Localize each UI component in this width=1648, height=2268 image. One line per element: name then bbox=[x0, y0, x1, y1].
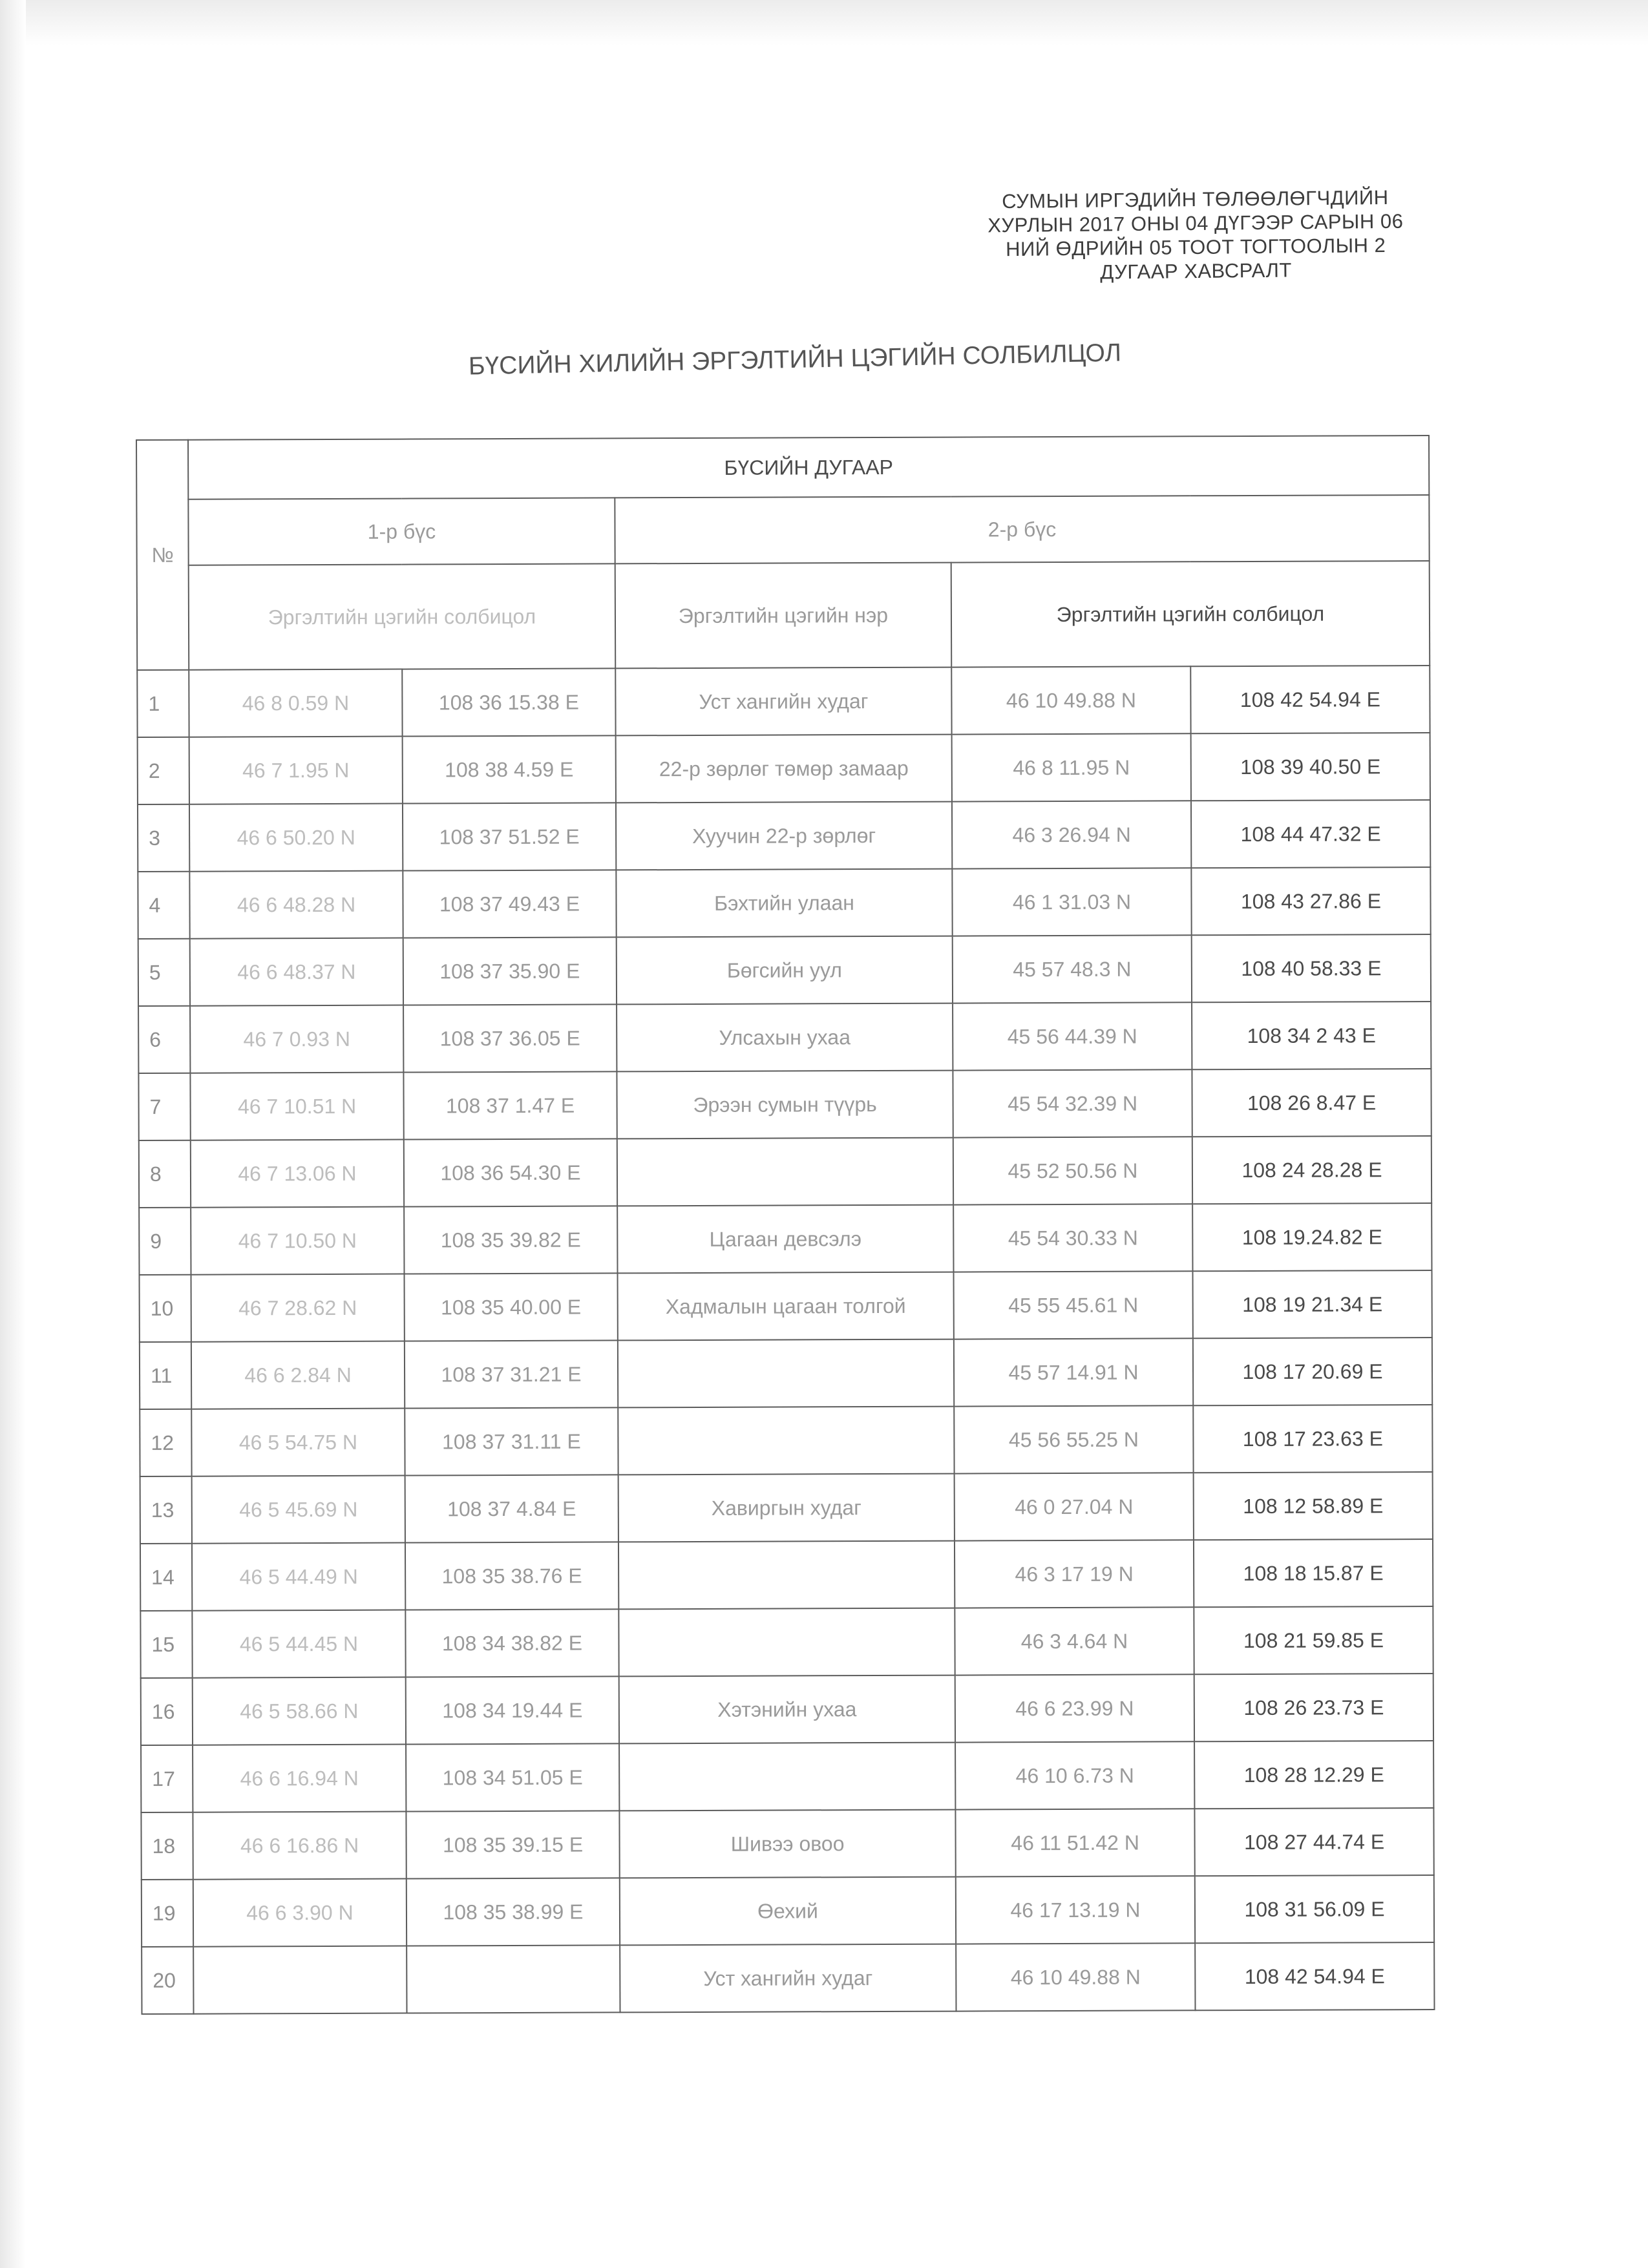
cell-number: 4 bbox=[138, 872, 189, 939]
cell-point-name: Хавиргын худаг bbox=[618, 1474, 955, 1542]
cell-point-name: Цагаан девсэлэ bbox=[617, 1205, 953, 1274]
cell-zone1-lat: 46 5 45.69 N bbox=[192, 1476, 405, 1544]
table-row bbox=[140, 1270, 1432, 1342]
cell-zone1-lon: 108 37 31.11 E bbox=[405, 1407, 618, 1475]
cell-zone2-lon: 108 26 23.73 E bbox=[1194, 1674, 1433, 1741]
cell-zone2-lon: 108 44 47.32 E bbox=[1191, 800, 1430, 868]
cell-zone1-lon: 108 34 51.05 E bbox=[406, 1743, 619, 1811]
cell-zone2-lat: 46 17 13.19 N bbox=[956, 1876, 1195, 1944]
cell-number: 16 bbox=[141, 1678, 193, 1745]
cell-point-name: Уст хангийн худаг bbox=[620, 1944, 956, 2013]
cell-number: 2 bbox=[138, 737, 189, 804]
cell-zone2-lon: 108 43 27.86 E bbox=[1191, 867, 1430, 935]
cell-zone2-lat: 45 54 30.33 N bbox=[953, 1204, 1192, 1272]
table-row bbox=[141, 1808, 1433, 1880]
cell-number: 15 bbox=[140, 1611, 192, 1678]
header-zone-2: 2-р бүс bbox=[615, 495, 1429, 563]
cell-zone2-lon: 108 19.24.82 E bbox=[1192, 1203, 1431, 1271]
cell-zone2-lon: 108 28 12.29 E bbox=[1194, 1741, 1433, 1809]
cell-zone2-lon: 108 40 58.33 E bbox=[1192, 934, 1431, 1002]
cell-zone2-lat: 46 6 23.99 N bbox=[955, 1674, 1194, 1742]
cell-number: 19 bbox=[142, 1880, 193, 1947]
table-row bbox=[141, 1674, 1433, 1745]
cell-number: 14 bbox=[140, 1544, 192, 1611]
table-row bbox=[142, 1875, 1434, 1947]
scan-shadow-top bbox=[0, 0, 1648, 45]
cell-zone1-lat: 46 5 58.66 N bbox=[193, 1677, 406, 1745]
heading-line: НИЙ ӨДРИЙН 05 ТООТ ТОГТООЛЫН 2 bbox=[1005, 233, 1386, 261]
cell-zone1-lon: 108 35 39.15 E bbox=[406, 1811, 619, 1878]
cell-zone1-lat bbox=[193, 1946, 407, 2014]
table-row bbox=[140, 1405, 1432, 1476]
cell-number: 10 bbox=[140, 1275, 191, 1342]
cell-zone2-lon: 108 17 23.63 E bbox=[1193, 1405, 1432, 1473]
cell-number: 9 bbox=[139, 1208, 191, 1275]
cell-number: 6 bbox=[138, 1006, 190, 1073]
cell-zone2-lat: 46 8 11.95 N bbox=[952, 733, 1191, 801]
cell-zone2-lon: 108 24 28.28 E bbox=[1192, 1136, 1431, 1204]
cell-zone2-lon: 108 12 58.89 E bbox=[1194, 1472, 1433, 1540]
table-row bbox=[142, 1942, 1434, 2014]
cell-zone2-lat: 46 3 26.94 N bbox=[952, 801, 1191, 868]
heading-line: ХУРЛЫН 2017 ОНЫ 04 ДҮГЭЭР САРЫН 06 bbox=[988, 209, 1404, 237]
heading-line: СУМЫН ИРГЭДИЙН ТӨЛӨӨЛӨГЧДИЙН bbox=[1002, 185, 1389, 213]
cell-number: 7 bbox=[138, 1073, 190, 1140]
header-zone-1: 1-р бүс bbox=[188, 498, 615, 565]
header-zone1-coordinates: Эргэлтийн цэгийн солбицол bbox=[189, 563, 616, 669]
cell-zone1-lon: 108 37 49.43 E bbox=[403, 870, 616, 938]
table-row bbox=[137, 666, 1430, 737]
cell-point-name: Улсахын ухаа bbox=[617, 1003, 953, 1072]
cell-zone2-lon: 108 27 44.74 E bbox=[1194, 1808, 1433, 1876]
cell-zone1-lon: 108 35 40.00 E bbox=[405, 1273, 618, 1341]
cell-zone1-lat: 46 5 44.49 N bbox=[192, 1543, 405, 1611]
cell-zone2-lon: 108 39 40.50 E bbox=[1191, 733, 1430, 801]
cell-zone2-lat: 45 56 55.25 N bbox=[954, 1405, 1193, 1473]
cell-zone1-lat: 46 7 10.50 N bbox=[191, 1207, 404, 1275]
table-row bbox=[140, 1606, 1433, 1678]
cell-zone2-lon: 108 21 59.85 E bbox=[1194, 1606, 1433, 1674]
table-row bbox=[138, 934, 1431, 1006]
cell-zone2-lon: 108 34 2 43 E bbox=[1192, 1002, 1431, 1069]
cell-point-name: Хадмалын цагаан толгой bbox=[618, 1272, 954, 1341]
cell-number: 12 bbox=[140, 1409, 191, 1476]
cell-number: 1 bbox=[137, 670, 189, 737]
cell-zone1-lat: 46 7 0.93 N bbox=[190, 1005, 403, 1073]
cell-zone2-lon: 108 31 56.09 E bbox=[1195, 1875, 1434, 1943]
cell-zone1-lat: 46 6 2.84 N bbox=[191, 1341, 405, 1409]
cell-zone1-lat: 46 6 48.28 N bbox=[189, 871, 403, 939]
cell-number: 20 bbox=[142, 1947, 193, 2014]
cell-zone2-lon: 108 26 8.47 E bbox=[1192, 1069, 1431, 1137]
cell-number: 17 bbox=[141, 1745, 193, 1812]
table-body bbox=[137, 666, 1434, 2014]
cell-zone1-lon: 108 34 19.44 E bbox=[406, 1676, 619, 1744]
cell-point-name bbox=[618, 1407, 954, 1475]
table-row bbox=[139, 1203, 1431, 1275]
table-row bbox=[140, 1539, 1433, 1611]
cell-point-name: 22-р зөрлөг төмөр замаар bbox=[616, 735, 952, 803]
cell-zone1-lat: 46 7 13.06 N bbox=[191, 1140, 404, 1208]
cell-zone1-lat: 46 6 16.94 N bbox=[193, 1745, 406, 1812]
cell-zone2-lat: 46 0 27.04 N bbox=[955, 1473, 1194, 1540]
cell-zone2-lon: 108 42 54.94 E bbox=[1190, 666, 1430, 733]
cell-zone2-lat: 46 10 49.88 N bbox=[951, 666, 1190, 734]
cell-zone1-lat: 46 5 44.45 N bbox=[192, 1610, 405, 1678]
cell-zone1-lat: 46 6 3.90 N bbox=[193, 1879, 407, 1947]
table-row bbox=[141, 1741, 1433, 1812]
cell-zone1-lon: 108 36 54.30 E bbox=[404, 1139, 617, 1206]
cell-zone1-lon bbox=[407, 1945, 620, 2013]
cell-zone1-lat: 46 6 16.86 N bbox=[193, 1812, 406, 1880]
cell-zone2-lat: 45 56 44.39 N bbox=[953, 1002, 1192, 1070]
scan-shadow-left bbox=[0, 0, 26, 2268]
cell-zone1-lat: 46 5 54.75 N bbox=[191, 1409, 405, 1476]
table-row bbox=[140, 1338, 1432, 1409]
table-row bbox=[139, 1136, 1431, 1208]
cell-point-name bbox=[618, 1541, 955, 1610]
cell-point-name: Уст хангийн худаг bbox=[615, 667, 951, 736]
cell-zone2-lat: 46 1 31.03 N bbox=[952, 868, 1191, 936]
table-row bbox=[138, 733, 1430, 804]
cell-zone2-lat: 46 11 51.42 N bbox=[955, 1809, 1194, 1876]
cell-number: 13 bbox=[140, 1476, 192, 1544]
cell-zone2-lat: 45 57 14.91 N bbox=[954, 1338, 1193, 1406]
cell-zone1-lon: 108 37 51.52 E bbox=[403, 803, 616, 870]
cell-zone1-lon: 108 38 4.59 E bbox=[403, 735, 616, 803]
header-zone2-coordinates: Эргэлтийн цэгийн солбицол bbox=[951, 561, 1430, 667]
cell-zone1-lat: 46 6 50.20 N bbox=[189, 804, 403, 872]
table-row bbox=[138, 1002, 1431, 1073]
cell-zone1-lat: 46 8 0.59 N bbox=[189, 669, 402, 737]
table-row bbox=[138, 1069, 1431, 1140]
cell-zone2-lon: 108 18 15.87 E bbox=[1194, 1539, 1433, 1607]
cell-number: 11 bbox=[140, 1342, 191, 1409]
cell-point-name bbox=[618, 1608, 955, 1677]
cell-point-name: Бэхтийн улаан bbox=[616, 869, 952, 938]
cell-zone2-lat: 45 55 45.61 N bbox=[954, 1271, 1193, 1339]
cell-point-name: Өехий bbox=[620, 1877, 956, 1946]
cell-zone1-lon: 108 35 39.82 E bbox=[404, 1206, 617, 1274]
cell-number: 5 bbox=[138, 939, 190, 1006]
cell-zone2-lon: 108 19 21.34 E bbox=[1193, 1270, 1432, 1338]
cell-zone1-lat: 46 7 10.51 N bbox=[190, 1073, 403, 1140]
cell-point-name: Хэтэнийн ухаа bbox=[619, 1675, 955, 1744]
coordinates-table bbox=[136, 435, 1435, 2015]
cell-zone1-lon: 108 37 31.21 E bbox=[405, 1340, 618, 1408]
cell-point-name: Шивээ овоо bbox=[619, 1810, 955, 1878]
cell-zone1-lon: 108 36 15.38 E bbox=[402, 668, 615, 736]
cell-point-name: Эрээн сумын түүрь bbox=[617, 1071, 953, 1139]
cell-number: 8 bbox=[139, 1140, 191, 1208]
cell-zone1-lon: 108 37 1.47 E bbox=[403, 1071, 617, 1139]
header-zone-number: БҮСИЙН ДУГААР bbox=[188, 436, 1429, 499]
header-zone2-point-name: Эргэлтийн цэгийн нэр bbox=[615, 563, 952, 669]
table-row bbox=[138, 867, 1430, 939]
coordinates-table-wrapper bbox=[136, 435, 1433, 2015]
cell-point-name bbox=[619, 1743, 955, 1811]
cell-zone1-lon: 108 34 38.82 E bbox=[405, 1609, 618, 1677]
cell-zone1-lat: 46 6 48.37 N bbox=[190, 938, 403, 1006]
table-row bbox=[138, 800, 1430, 872]
cell-point-name bbox=[618, 1339, 954, 1408]
cell-point-name: Хуучин 22-р зөрлөг bbox=[616, 802, 952, 870]
cell-number: 3 bbox=[138, 804, 189, 872]
cell-zone1-lon: 108 35 38.99 E bbox=[407, 1878, 620, 1946]
cell-zone2-lon: 108 17 20.69 E bbox=[1193, 1338, 1432, 1405]
heading-line: ДУГААР ХАВСРАЛТ bbox=[1100, 258, 1293, 284]
cell-zone2-lat: 46 3 4.64 N bbox=[955, 1607, 1194, 1675]
cell-point-name bbox=[617, 1138, 953, 1206]
cell-zone2-lat: 46 10 49.88 N bbox=[956, 1943, 1195, 2011]
header-number: № bbox=[136, 440, 189, 670]
cell-zone2-lon: 108 42 54.94 E bbox=[1195, 1942, 1434, 2010]
cell-zone1-lon: 108 35 38.76 E bbox=[405, 1542, 618, 1610]
cell-zone1-lat: 46 7 1.95 N bbox=[189, 737, 403, 804]
cell-zone1-lon: 108 37 36.05 E bbox=[403, 1004, 617, 1072]
cell-zone2-lat: 45 52 50.56 N bbox=[953, 1137, 1192, 1204]
cell-zone2-lat: 46 3 17 19 N bbox=[955, 1540, 1194, 1608]
cell-number: 18 bbox=[141, 1812, 193, 1880]
cell-zone2-lat: 45 54 32.39 N bbox=[953, 1069, 1192, 1137]
cell-point-name: Бөгсийн уул bbox=[617, 936, 953, 1005]
document-title: БҮСИЙН ХИЛИЙН ЭРГЭЛТИЙН ЦЭГИЙН СОЛБИЛЦОЛ bbox=[468, 339, 1122, 381]
cell-zone1-lon: 108 37 35.90 E bbox=[403, 937, 617, 1005]
cell-zone1-lon: 108 37 4.84 E bbox=[405, 1475, 618, 1542]
document-heading bbox=[936, 185, 1455, 286]
cell-zone1-lat: 46 7 28.62 N bbox=[191, 1274, 405, 1342]
cell-zone2-lat: 46 10 6.73 N bbox=[955, 1741, 1194, 1809]
table-row bbox=[140, 1472, 1433, 1544]
cell-zone2-lat: 45 57 48.3 N bbox=[953, 935, 1192, 1003]
